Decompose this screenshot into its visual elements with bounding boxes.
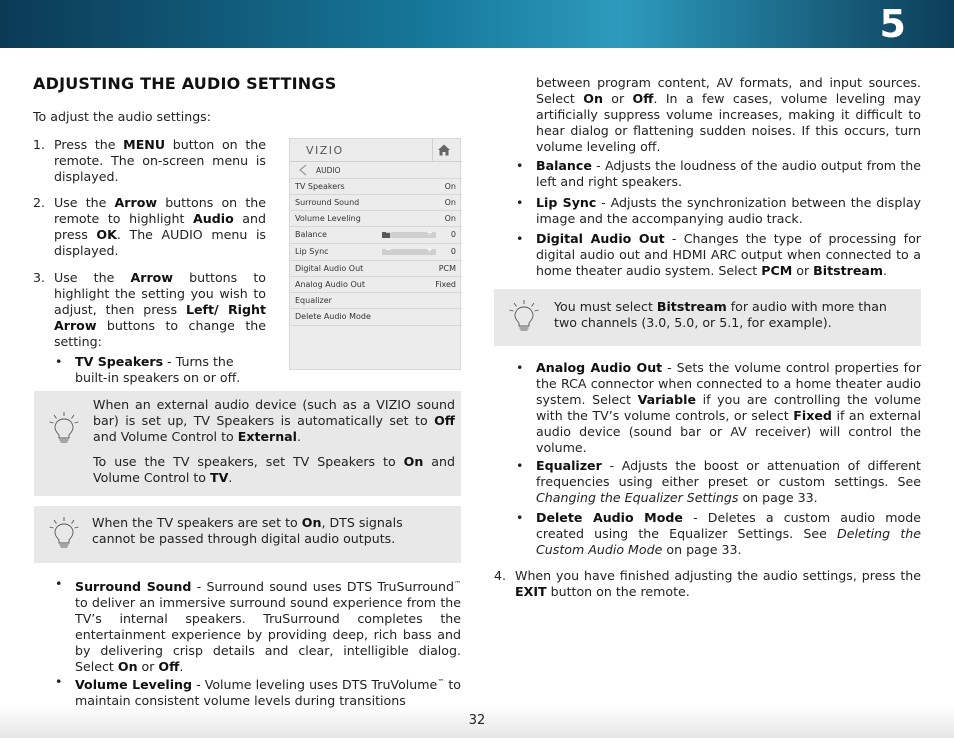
note-box-dts-signals [34, 506, 461, 563]
back-arrow-icon[interactable] [298, 164, 308, 176]
step-number: 1. [33, 137, 46, 152]
menu-row-surround-sound[interactable]: Surround Sound On [290, 194, 462, 210]
lightbulb-icon [48, 411, 80, 445]
step-number: 4. [494, 568, 507, 583]
note-text: When an external audio device (such as a VIZIO sound bar) is set up, TV Speakers is automatically set to Off and Volume Control to External. [93, 397, 455, 444]
lip-sync-slider[interactable]: − + [382, 249, 436, 255]
vizio-logo: VIZIO [306, 144, 344, 157]
section-title: ADJUSTING THE AUDIO SETTINGS [33, 74, 337, 93]
menu-row-digital-audio-out[interactable]: Digital Audio Out PCM [290, 260, 462, 276]
lightbulb-icon [508, 299, 540, 333]
step-body: Press the MENU button on the remote. The on-screen menu is displayed. [54, 137, 266, 184]
volume-leveling-continued: between program content, AV formats, and input sources. Select On or Off. In a few cases, volume leveling may artificially suppress volume increases, making it difficult to hear dialog or flattening sudden noises. If this occurs, turn volume leveling off. [536, 75, 922, 154]
note-text: You must select Bitstream for audio with more than two channels (3.0, 5.0, or 5.1, for example). [554, 299, 887, 330]
note-box-external-audio [34, 391, 461, 496]
step-body: When you have finished adjusting the audio settings, press the EXIT button on the remote. [515, 568, 921, 599]
menu-row-equalizer[interactable]: Equalizer [290, 292, 462, 308]
intro-text: To adjust the audio settings: [33, 109, 211, 124]
chapter-number: 5 [879, 2, 906, 46]
tv-audio-menu [289, 138, 461, 370]
note-box-bitstream [494, 289, 921, 346]
menu-row-delete-audio-mode[interactable]: Delete Audio Mode [290, 308, 462, 324]
balance-slider[interactable]: − + [382, 232, 436, 238]
menu-title: AUDIO [316, 166, 341, 175]
step-body: Use the Arrow buttons to highlight the setting you wish to adjust, then press Left/ Right Arrow buttons to change the setting: [54, 270, 267, 349]
chapter-header-band [0, 0, 954, 48]
note-text: When the TV speakers are set to On, DTS signals cannot be passed through digital audio outputs. [92, 515, 403, 546]
menu-row-analog-audio-out[interactable]: Analog Audio Out Fixed [290, 276, 462, 292]
menu-row-balance[interactable]: Balance − + 0 [290, 226, 462, 243]
step-number: 2. [33, 195, 46, 210]
lightbulb-icon [48, 516, 80, 550]
menu-row-volume-leveling[interactable]: Volume Leveling On [290, 210, 462, 226]
page-number: 32 [468, 713, 486, 728]
step-number: 3. [33, 270, 46, 285]
menu-row-tv-speakers[interactable]: TV Speakers On [290, 178, 462, 194]
menu-row-lip-sync[interactable]: Lip Sync − + 0 [290, 243, 462, 260]
home-icon[interactable] [437, 143, 451, 157]
step-body: Use the Arrow buttons on the remote to highlight Audio and press OK. The AUDIO menu is displayed. [54, 195, 266, 258]
note-text: To use the TV speakers, set TV Speakers to On and Volume Control to TV. [93, 454, 455, 485]
